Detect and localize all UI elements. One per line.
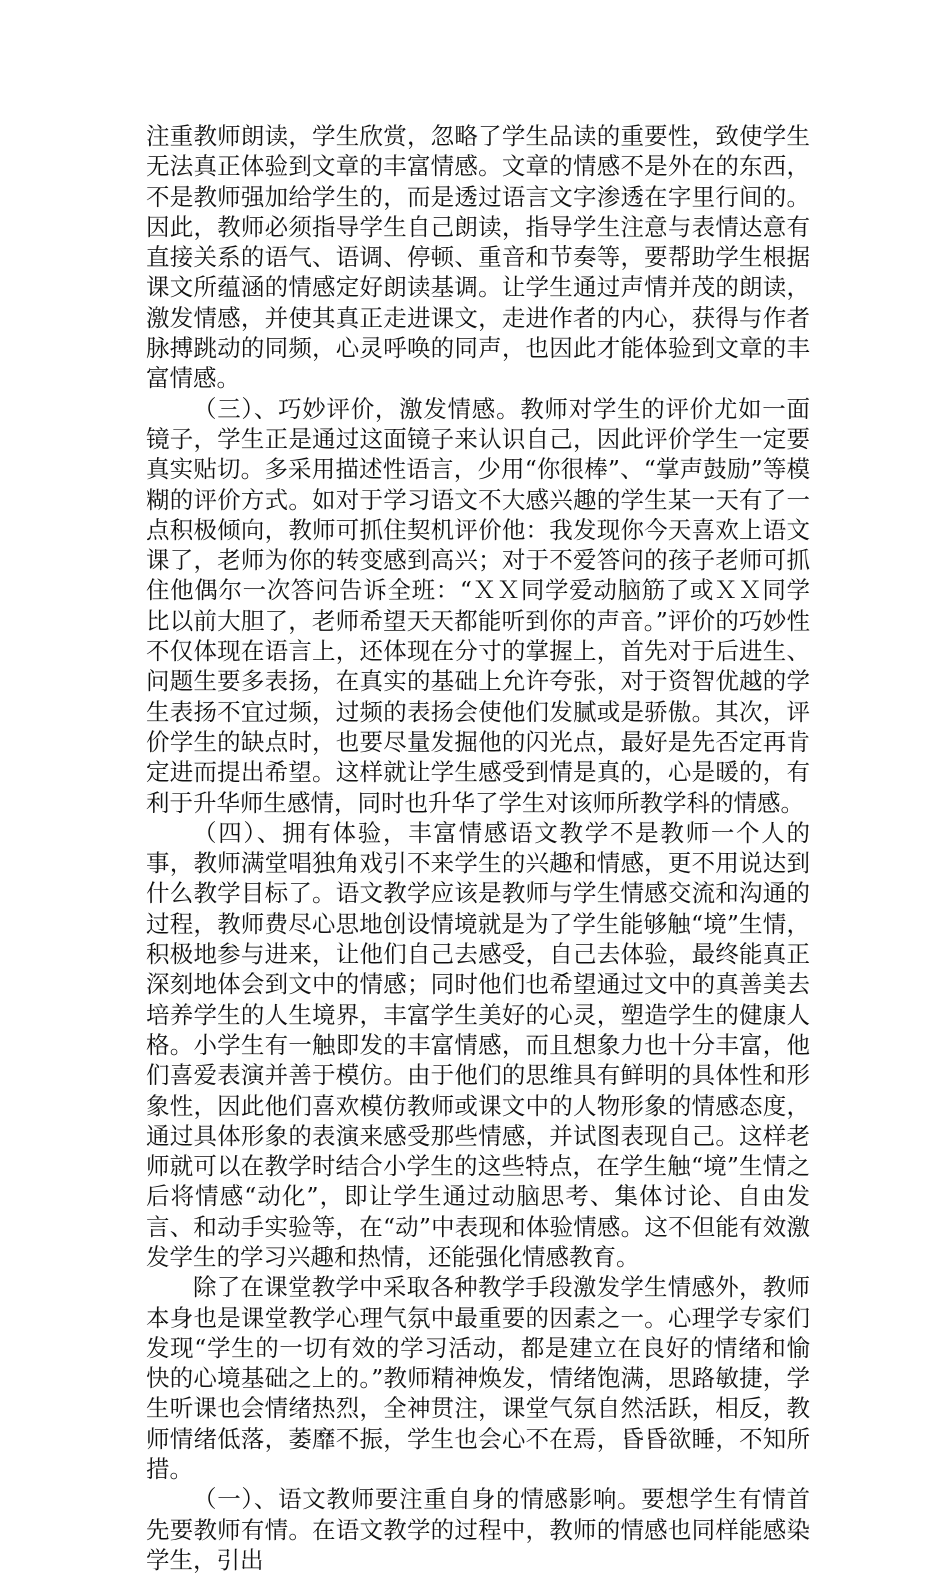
paragraph-experience: （四）、拥有体验，丰富情感语文教学不是教师一个人的事，教师满堂唱独角戏引不来学生的兴趣和情感，更不用说达到什么教学目标了。语文教学应该是教师与学生情感交流和沟通的过程，教师费尽心思地创设情境就是为了学生能够触“境”生情，积极地参与进来，让他们自己去感受，自己去体验，最终能真正深刻地体会到文中的情感；同时他们也希望通过文中的真善美去培养学生的人生境界，丰富学生美好的心灵，塑造学生的健康人格。小学生有一触即发的丰富情感，而且想象力也十分丰富，他们喜爱表演并善于模仿。由于他们的思维具有鲜明的具体性和形象性，因此他们喜欢模仿教师或课文中的人物形象的情感态度，通过具体形象的表演来感受那些情感，并试图表现自己。这样老师就可以在教学时结合小学生的这些特点，在学生触“境”生情之后将情感“动化”，即让学生通过动脑思考、集体讨论、自由发言、和动手实验等，在“动”中表现和体验情感。这不但能有效激发学生的学习兴趣和热情，还能强化情感教育。	[146, 818, 810, 1271]
document-body	[146, 121, 810, 1575]
paragraph-teacher-factor: 除了在课堂教学中采取各种教学手段激发学生情感外，教师本身也是课堂教学心理气氛中最重要的因素之一。心理学专家们发现“学生的一切有效的学习活动，都是建立在良好的情绪和愉快的心境基础之上的。”教师精神焕发，情绪饱满，思路敏捷，学生听课也会情绪热烈，全神贯注，课堂气氛自然活跃，相反，教师情绪低落，萎靡不振，学生也会心不在焉，昏昏欲睡，不知所措。	[146, 1273, 810, 1484]
paragraph-teacher-emotion: （一）、语文教师要注重自身的情感影响。要想学生有情首先要教师有情。在语文教学的过程中，教师的情感也同样能感染学生，引出	[146, 1485, 810, 1574]
paragraph-evaluation: （三）、巧妙评价，激发情感。教师对学生的评价尤如一面镜子，学生正是通过这面镜子来认识自己，因此评价学生一定要真实贴切。多采用描述性语言，少用“你很棒”、“掌声鼓励”等模糊的评价方式。如对于学习语文不大感兴趣的学生某一天有了一点积极倾向，教师可抓住契机评价他：我发现你今天喜欢上语文课了，老师为你的转变感到高兴；对于不爱答问的孩子老师可抓住他偶尔一次答问告诉全班：“ＸＸ同学爱动脑筋了或ＸＸ同学比以前大胆了，老师希望天天都能听到你的声音。”评价的巧妙性不仅体现在语言上，还体现在分寸的掌握上，首先对于后进生、问题生要多表扬，在真实的基础上允许夸张，对于资智优越的学生表扬不宜过频，过频的表扬会使他们发腻或是骄傲。其次，评价学生的缺点时，也要尽量发掘他的闪光点，最好是先否定再肯定进而提出希望。这样就让学生感受到情是真的，心是暖的，有利于升华师生感情，同时也升华了学生对该师所教学科的情感。	[146, 394, 810, 817]
paragraph-reading-guidance: 注重教师朗读，学生欣赏，忽略了学生品读的重要性，致使学生无法真正体验到文章的丰富情感。文章的情感不是外在的东西，不是教师强加给学生的，而是透过语言文字渗透在字里行间的。因此，教师必须指导学生自己朗读，指导学生注意与表情达意有直接关系的语气、语调、停顿、重音和节奏等，要帮助学生根据课文所蕴涵的情感定好朗读基调。让学生通过声情并茂的朗读，激发情感，并使其真正走进课文，走进作者的内心，获得与作者脉搏跳动的同频，心灵呼唤的同声，也因此才能体验到文章的丰富情感。	[146, 122, 810, 393]
